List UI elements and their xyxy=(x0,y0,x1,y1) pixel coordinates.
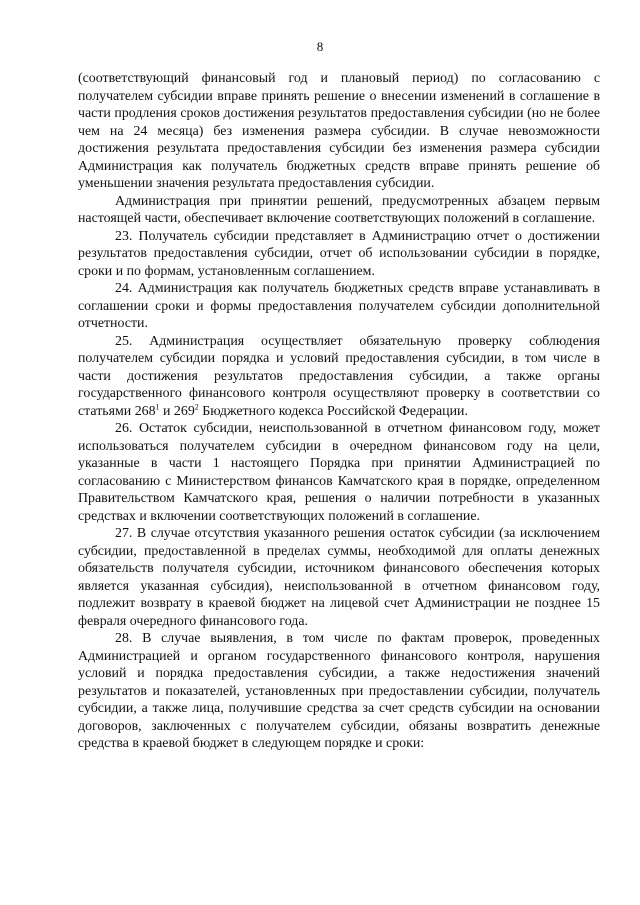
paragraph-28: 28. В случае выявления, в том числе по фактам проверок, проведенных Администрацией и органом государственного финансового контроля, нарушения условий и порядка предоставления субсидии, а также недостижения значений результатов и показателей, установленных при предоставлении субсидии, получатель субсидии, а также лица, получившие средства за счет средств субсидии на основании договоров, заключенных с получателем субсидии, обязаны возвратить денежные средства в краевой бюджет в следующем порядке и сроки: xyxy=(78,631,600,751)
paragraph-25-text-start: 25. Администрация осуществляет обязательную проверку соблюдения получателем субсидии порядка и условий предоставления субсидии, в том числе в части достижения результатов предоставления субсидии, а также органы государственного финансового контроля осуществляют проверку в соответствии со статьями 268 xyxy=(78,333,600,419)
paragraph-25-text-middle: и 269 xyxy=(159,403,195,419)
paragraph-24: 24. Администрация как получатель бюджетных средств вправе устанавливать в соглашении сроки и формы предоставления получателем субсидии дополнительной отчетности. xyxy=(78,281,600,331)
paragraph-continuation: (соответствующий финансовый год и плановый период) по согласованию с получателем субсидии вправе принять решение о внесении изменений в соглашение в части продления сроков достижения результатов предоставления субсидии (но не более чем на 24 месяца) без изменения размера субсидии. В случае невозможности достижения результата предоставления субсидии без изменения размера субсидии Администрация как получатель бюджетных средств вправе принять решение об уменьшении значения результата предоставления субсидии. xyxy=(78,71,600,191)
paragraph-23: 23. Получатель субсидии представляет в Администрацию отчет о достижении результатов предоставления субсидии, отчет об использовании субсидии в порядке, сроки и по формам, установленным соглашением. xyxy=(78,228,600,279)
paragraph-25-text-end: Бюджетного кодекса Российской Федерации. xyxy=(198,403,468,419)
page-number: 8 xyxy=(316,39,324,54)
document-body xyxy=(78,70,600,753)
paragraph-25 xyxy=(78,333,600,421)
paragraph-27: 27. В случае отсутствия указанного решения остаток субсидии (за исключением субсидии, предоставленной в пределах суммы, необходимой для оплаты денежных обязательств получателя субсидии, источником финансового обеспечения которых является указанная субсидия), неиспользованной в отчетном финансовом году, подлежит возврату в краевой бюджет на лицевой счет Администрации не позднее 15 февраля очередного финансового года. xyxy=(78,526,600,629)
superscript-2: 2 xyxy=(194,401,199,411)
paragraph-26: 26. Остаток субсидии, неиспользованной в отчетном финансовом году, может использоваться получателем субсидии в очередном финансовом году на цели, указанные в части 1 настоящего Порядка при принятии Администрацией по согласованию с Министерством финансов Камчатского края в порядке, определенном Правительством Камчатского края, решения о наличии потребности в указанных средствах и включении соответствующих положений в соглашение. xyxy=(78,421,600,524)
superscript-1: 1 xyxy=(155,401,160,411)
paragraph-administration-decisions: Администрация при принятии решений, предусмотренных абзацем первым настоящей части, обеспечивает включение соответствующих положений в соглашение. xyxy=(78,193,600,226)
